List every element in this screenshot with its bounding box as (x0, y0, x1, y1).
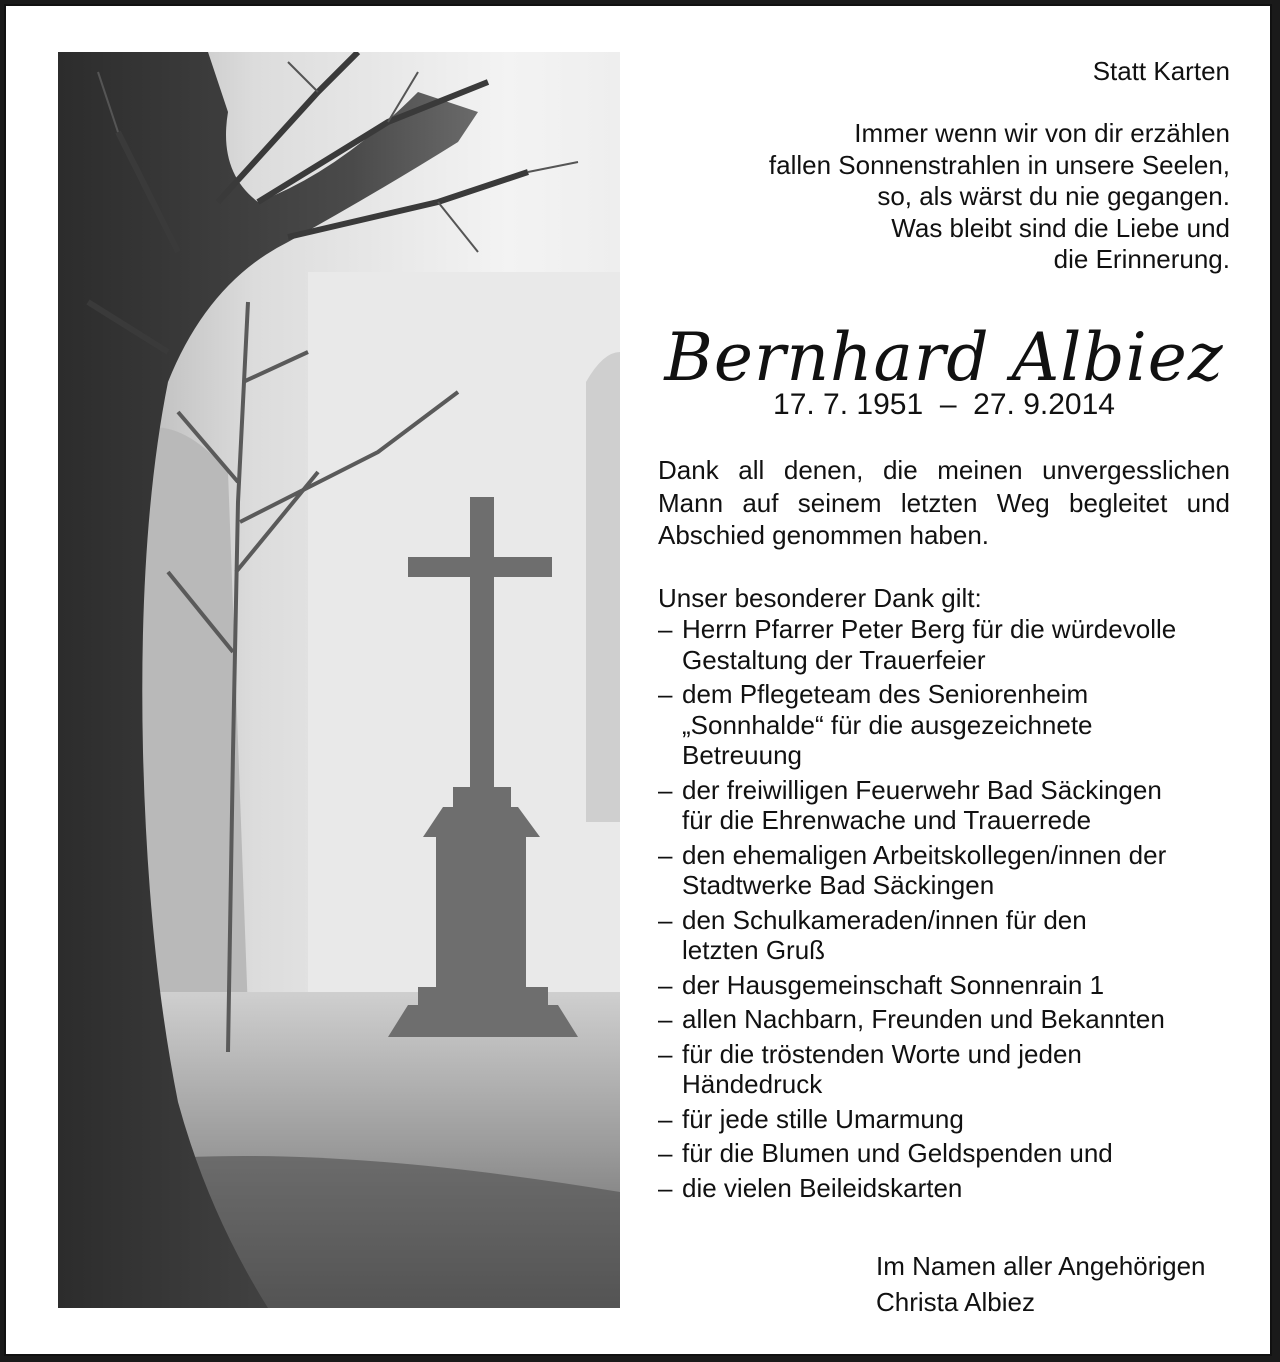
thanks-list-item-line: letzten Gruß (682, 935, 826, 965)
list-dash: – (658, 839, 673, 870)
thanks-list-item (658, 905, 1230, 966)
list-dash: – (658, 679, 673, 709)
life-dates: 17. 7. 1951 – 27. 9.2014 (773, 388, 1115, 421)
thanks-list-item (658, 1104, 1230, 1135)
signature-block (876, 1248, 1206, 1320)
thanks-list-item-line: für die Ehrenwache und Trauerrede (682, 805, 1092, 835)
thanks-list-item (658, 840, 1230, 901)
poem-line: fallen Sonnenstrahlen in unsere Seelen, (768, 149, 1230, 180)
poem-line: Immer wenn wir von dir erzählen (854, 118, 1230, 148)
list-dash: – (658, 969, 673, 1000)
thanks-list-item-line: Stadtwerke Bad Säckingen (682, 870, 995, 900)
thanks-list-item (658, 1138, 1230, 1169)
list-dash: – (658, 904, 673, 935)
thanks-list-item (658, 679, 1230, 771)
thanks-list-item-line: „Sonnhalde“ für die ausgezeichnete (682, 709, 1093, 740)
signature-name: Christa Albiez (876, 1287, 1035, 1317)
deceased-name: Bernhard Albiez (664, 319, 1224, 396)
list-dash: – (658, 1004, 673, 1034)
thanks-list-item-line: den Schulkameraden/innen für den (682, 904, 1087, 935)
thanks-list-item-line: die vielen Beileidskarten (682, 1172, 963, 1203)
thanks-list-item-line: für die Blumen und Geldspenden und (682, 1138, 1113, 1168)
foggy-cemetery-photo (58, 52, 620, 1308)
thanks-list-item-line: Herrn Pfarrer Peter Berg für die würdevolle (682, 614, 1177, 644)
photo-image (58, 52, 620, 1308)
thanks-list-item (658, 1039, 1230, 1100)
list-dash: – (658, 1172, 673, 1203)
thanks-list-item (658, 1004, 1230, 1035)
list-dash: – (658, 1103, 673, 1134)
thanks-list-item-line: für jede stille Umarmung (682, 1103, 964, 1134)
thanks-list-item-line: der Hausgemeinschaft Sonnenrain 1 (682, 969, 1105, 1000)
thanks-list-item (658, 1173, 1230, 1204)
poem-line: Was bleibt sind die Liebe und (891, 212, 1230, 243)
list-dash: – (658, 1038, 673, 1069)
thanks-list-item-line: der freiwilligen Feuerwehr Bad Säckingen (682, 774, 1162, 805)
statt-karten-label: Statt Karten (1092, 56, 1230, 86)
special-thanks-heading: Unser besonderer Dank gilt: (658, 583, 982, 613)
thanks-list-item-line: Händedruck (682, 1069, 823, 1099)
thanks-list-item (658, 614, 1230, 675)
poem-line: die Erinnerung. (1053, 244, 1230, 274)
list-dash: – (658, 614, 673, 644)
obituary-notice (4, 4, 1272, 1356)
thanks-list-item-line: Gestaltung der Trauerfeier (682, 644, 986, 675)
list-dash: – (658, 1138, 673, 1168)
thanks-list-item (658, 775, 1230, 836)
list-dash: – (658, 774, 673, 805)
thanks-list-item-line: den ehemaligen Arbeitskollegen/innen der (682, 839, 1167, 870)
thanks-list-item-line: Betreuung (682, 740, 802, 770)
thanks-paragraph: Dank all denen, die meinen unvergesslichen Mann auf seinem letzten Weg begleitet und Abschied genommen haben. (658, 455, 1230, 550)
poem-line: so, als wärst du nie gegangen. (877, 181, 1230, 211)
thanks-list-item (658, 970, 1230, 1001)
special-thanks-list (658, 614, 1230, 1207)
signature-line: Im Namen aller Angehörigen (876, 1251, 1206, 1281)
thanks-list-item-line: für die tröstenden Worte und jeden (682, 1038, 1082, 1069)
thanks-list-item-line: allen Nachbarn, Freunden und Bekannten (682, 1004, 1165, 1034)
thanks-list-item-line: dem Pflegeteam des Seniorenheim (682, 679, 1089, 709)
memorial-poem (769, 118, 1230, 276)
